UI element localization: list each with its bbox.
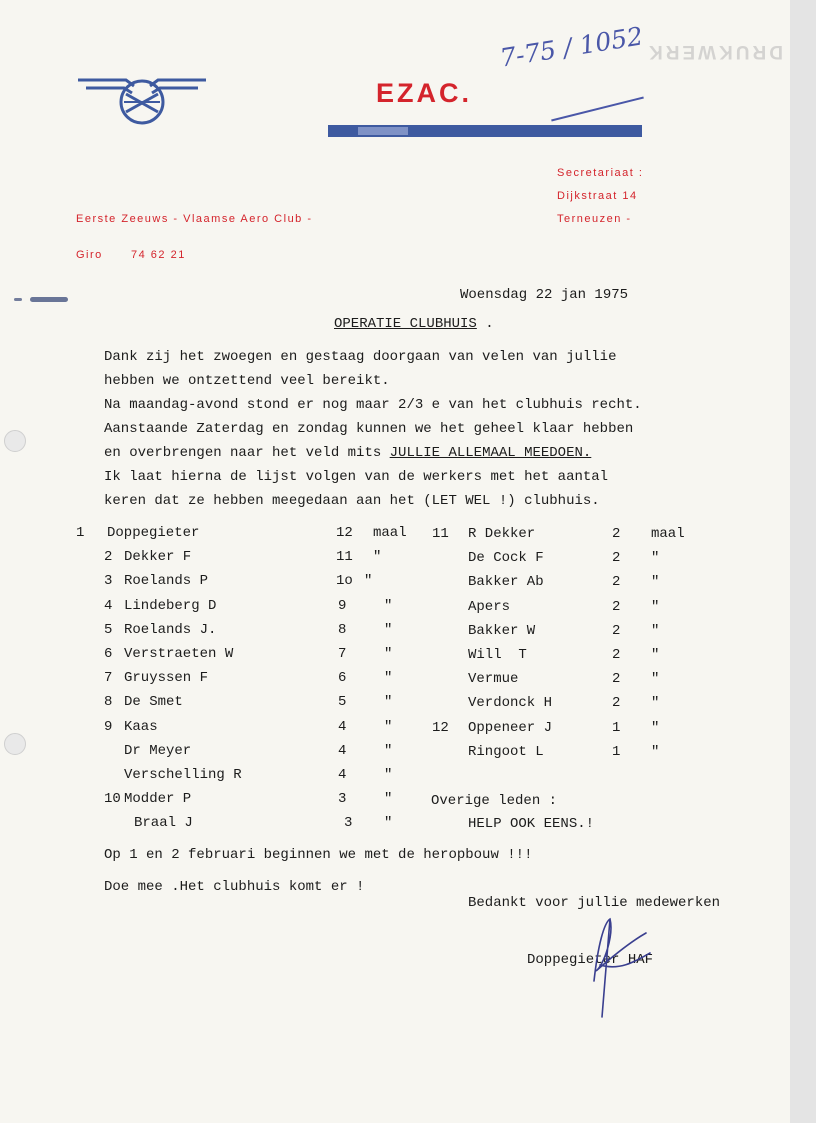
giro-number: 74 62 21 — [131, 249, 186, 261]
intro-line: hebben we ontzettend veel bereikt. — [104, 373, 390, 389]
worker-name: Dr Meyer — [124, 743, 192, 759]
worker-rank: 4 — [104, 598, 113, 614]
worker-unit: " — [384, 622, 393, 638]
others-label: Overige leden : — [431, 793, 558, 809]
page-edge — [790, 0, 816, 1123]
worker-unit: " — [651, 574, 660, 590]
worker-unit: " — [651, 599, 660, 615]
worker-count: 2 — [612, 550, 621, 566]
ink-smudge — [30, 297, 68, 302]
worker-name: Dekker F — [124, 549, 192, 565]
worker-rank: 2 — [104, 549, 113, 565]
worker-name: Bakker Ab — [468, 574, 544, 590]
worker-unit: " — [651, 720, 660, 736]
worker-count: 1o — [336, 573, 353, 589]
worker-unit: " — [384, 767, 393, 783]
worker-unit: " — [651, 647, 660, 663]
worker-rank: 12 — [432, 720, 449, 736]
worker-unit: " — [384, 815, 393, 831]
worker-unit: " — [384, 646, 393, 662]
drukwerk-stamp: DRUKWERK — [646, 41, 783, 62]
worker-unit: " — [384, 598, 393, 614]
worker-name: Modder P — [124, 791, 192, 807]
worker-rank: 5 — [104, 622, 113, 638]
worker-unit: " — [384, 743, 393, 759]
intro-line: keren dat ze hebben meegedaan aan het (LET WEL !) clubhuis. — [104, 493, 600, 509]
worker-count: 2 — [612, 574, 621, 590]
handwritten-reference: 7-75 / 1052 — [498, 21, 645, 73]
worker-name: Oppeneer J — [468, 720, 553, 736]
worker-unit: " — [364, 573, 373, 589]
worker-unit: " — [384, 791, 393, 807]
worker-name: Doppegieter — [107, 525, 200, 541]
worker-rank: 8 — [104, 694, 113, 710]
intro-line-5-emphasis: JULLIE ALLEMAAL MEEDOEN. — [389, 445, 592, 461]
worker-name: Bakker W — [468, 623, 536, 639]
worker-name: Lindeberg D — [124, 598, 217, 614]
secretariat-city: Terneuzen - — [557, 213, 632, 225]
worker-count: 8 — [338, 622, 347, 638]
letter-title-suffix: . — [476, 316, 494, 332]
signature-name: Doppegieter HAF — [527, 952, 654, 968]
worker-count: 2 — [612, 526, 621, 542]
secretariat-label: Secretariaat : — [557, 167, 644, 179]
worker-unit: " — [651, 623, 660, 639]
worker-unit: " — [373, 549, 382, 565]
worker-count: 7 — [338, 646, 347, 662]
worker-count: 1 — [612, 744, 621, 760]
worker-name: R Dekker — [468, 526, 536, 542]
intro-line: Na maandag-avond stond er nog maar 2/3 e van het clubhuis recht. — [104, 397, 642, 413]
worker-count: 4 — [338, 719, 347, 735]
worker-count: 2 — [612, 695, 621, 711]
worker-name: Vermue — [468, 671, 519, 687]
ink-smudge — [14, 298, 22, 301]
letter-date: Woensdag 22 jan 1975 — [460, 287, 629, 303]
worker-name: Roelands P — [124, 573, 209, 589]
intro-line-5-prefix: en overbrengen naar het veld mits — [104, 445, 390, 461]
footer-line-1: Op 1 en 2 februari beginnen we met de heropbouw !!! — [104, 847, 533, 863]
worker-name: Kaas — [124, 719, 158, 735]
intro-line: Dank zij het zwoegen en gestaag doorgaan van velen van jullie — [104, 349, 617, 365]
worker-count: 12 — [336, 525, 353, 541]
worker-name: Gruyssen F — [124, 670, 209, 686]
worker-unit: maal — [651, 526, 685, 542]
worker-count: 4 — [338, 767, 347, 783]
worker-name: Apers — [468, 599, 511, 615]
letter-title-text: OPERATIE CLUBHUIS — [334, 316, 477, 332]
worker-count: 4 — [338, 743, 347, 759]
org-short-name: EZAC. — [376, 78, 472, 108]
worker-name: Braal J — [134, 815, 193, 831]
worker-unit: " — [651, 695, 660, 711]
worker-rank: 7 — [104, 670, 113, 686]
worker-count: 11 — [336, 549, 353, 565]
org-full-name: Eerste Zeeuws - Vlaamse Aero Club - — [76, 213, 313, 225]
worker-unit: " — [651, 671, 660, 687]
worker-rank: 1 — [76, 525, 85, 541]
letterhead-bar-highlight — [358, 127, 408, 135]
worker-unit: maal — [373, 525, 407, 541]
worker-rank: 11 — [432, 526, 449, 542]
handwritten-signature — [580, 905, 660, 1025]
worker-count: 3 — [338, 791, 347, 807]
worker-count: 2 — [612, 623, 621, 639]
footer-line-2: Doe mee .Het clubhuis komt er ! — [104, 879, 365, 895]
winged-logo-icon — [76, 74, 208, 130]
worker-count: 3 — [344, 815, 353, 831]
worker-name: Roelands J. — [124, 622, 217, 638]
worker-name: De Cock F — [468, 550, 544, 566]
worker-unit: " — [384, 694, 393, 710]
worker-unit: " — [384, 719, 393, 735]
worker-name: De Smet — [124, 694, 183, 710]
worker-unit: " — [384, 670, 393, 686]
giro-label: Giro — [76, 249, 103, 261]
worker-name: Will T — [468, 647, 527, 663]
others-message: HELP OOK EENS.! — [468, 816, 595, 832]
worker-rank: 6 — [104, 646, 113, 662]
letter-title — [334, 316, 494, 332]
worker-count: 9 — [338, 598, 347, 614]
punch-hole-top — [4, 430, 26, 452]
worker-count: 2 — [612, 671, 621, 687]
worker-name: Verschelling R — [124, 767, 242, 783]
worker-name: Verstraeten W — [124, 646, 234, 662]
worker-rank: 3 — [104, 573, 113, 589]
worker-count: 2 — [612, 599, 621, 615]
worker-name: Verdonck H — [468, 695, 553, 711]
thanks-line: Bedankt voor jullie medewerken — [468, 895, 721, 911]
worker-count: 5 — [338, 694, 347, 710]
secretariat-street: Dijkstraat 14 — [557, 190, 638, 202]
worker-count: 1 — [612, 720, 621, 736]
worker-unit: " — [651, 744, 660, 760]
worker-count: 2 — [612, 647, 621, 663]
worker-unit: " — [651, 550, 660, 566]
worker-name: Ringoot L — [468, 744, 544, 760]
worker-rank: 10 — [104, 791, 121, 807]
intro-line: Ik laat hierna de lijst volgen van de werkers met het aantal — [104, 469, 609, 485]
worker-count: 6 — [338, 670, 347, 686]
worker-rank: 9 — [104, 719, 113, 735]
intro-line-5 — [104, 445, 591, 461]
intro-line: Aanstaande Zaterdag en zondag kunnen we het geheel klaar hebben — [104, 421, 634, 437]
punch-hole-bottom — [4, 733, 26, 755]
